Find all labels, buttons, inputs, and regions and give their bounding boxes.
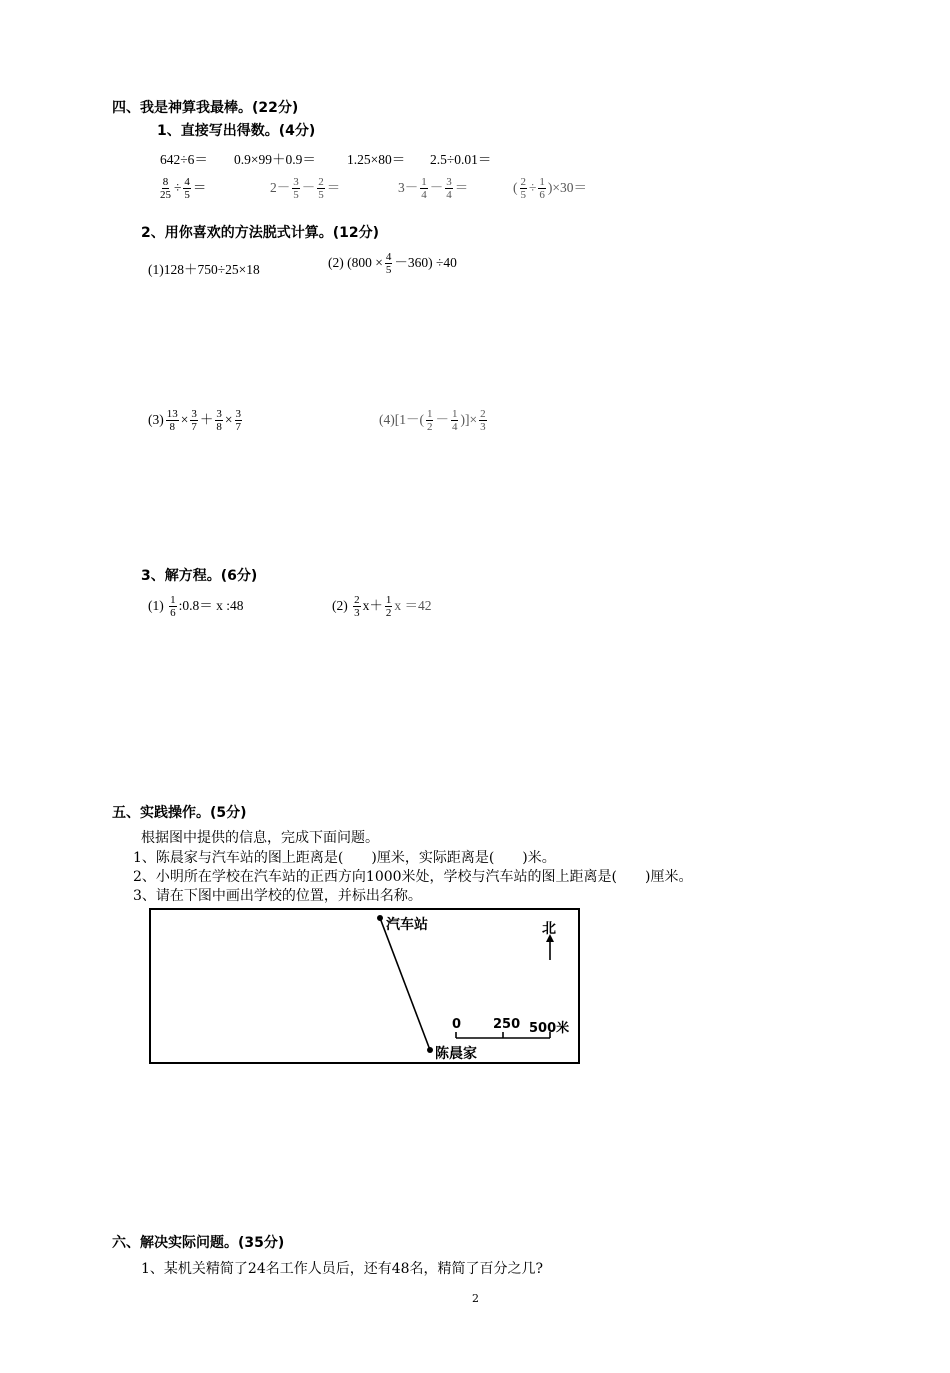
- scale-label-500: 500米: [529, 1021, 570, 1036]
- equation-2: (2) $\frac{2}{3}$ x＋ $\frac{1}{2}$ x ＝42: [332, 594, 432, 620]
- section5-q2: 2、小明所在学校在汽车站的正西方向1000米处，学校与汽车站的图上距离是( )厘米。: [133, 869, 693, 885]
- calc-5: $\frac{8}{25}$ ÷ $\frac{4}{5}$ ＝: [160, 176, 207, 202]
- calc-1: 642÷6＝: [160, 152, 208, 167]
- station-label: 汽车站: [386, 917, 428, 933]
- q3-title: 3、解方程。(6分): [141, 568, 258, 584]
- calc-4: 2.5÷0.01＝: [430, 152, 492, 167]
- section5-q1: 1、陈晨家与汽车站的图上距离是( )厘米，实际距离是( )米。: [133, 850, 556, 866]
- step-calc-2: (2) (800 × $\frac{4}{5}$ －360) ÷40: [328, 251, 457, 277]
- map-figure: [149, 908, 580, 1064]
- calc-6: 2－ $\frac{3}{5}$ － $\frac{2}{5}$ ＝: [270, 176, 341, 202]
- equation-1: (1) $\frac{1}{6}$ :0.8＝ x :48: [148, 594, 244, 620]
- step-calc-1: (1)128＋750÷25×18: [148, 262, 260, 277]
- calc-8: ( $\frac{2}{5}$ ÷ $\frac{1}{6}$ )×30＝: [513, 176, 588, 202]
- section6-title: 六、解决实际问题。(35分): [112, 1235, 285, 1251]
- north-label: 北: [542, 921, 556, 937]
- calc-7: 3－ $\frac{1}{4}$ － $\frac{3}{4}$ ＝: [398, 176, 469, 202]
- section5-title: 五、实践操作。(5分): [112, 805, 247, 821]
- calc-2: 0.9×99＋0.9＝: [234, 152, 316, 167]
- q1-title: 1、直接写出得数。(4分): [157, 123, 316, 139]
- page-number: 2: [472, 1292, 479, 1305]
- station-home-line: [380, 918, 430, 1050]
- section4-title: 四、我是神算我最棒。(22分): [112, 100, 299, 116]
- scale-label-250: 250: [493, 1017, 521, 1032]
- step-calc-4: (4)[1－( $\frac{1}{2}$ － $\frac{1}{4}$ )]× $\frac{2}{3}$: [379, 408, 486, 434]
- section5-intro: 根据图中提供的信息，完成下面问题。: [141, 830, 379, 846]
- calc-3: 1.25×80＝: [347, 152, 406, 167]
- section5-q3: 3、请在下图中画出学校的位置，并标出名称。: [133, 888, 422, 904]
- section6-q1: 1、某机关精简了24名工作人员后，还有48名，精简了百分之几?: [141, 1261, 544, 1277]
- step-calc-3: (3) $\frac{13}{8}$ × $\frac{3}{7}$ ＋ $\frac{3}{8}$ × $\frac{3}{7}$: [148, 408, 241, 434]
- map-drawing: [151, 910, 578, 1062]
- home-label: 陈晨家: [435, 1046, 477, 1062]
- scale-label-0: 0: [452, 1017, 462, 1032]
- q2-title: 2、用你喜欢的方法脱式计算。(12分): [141, 225, 380, 241]
